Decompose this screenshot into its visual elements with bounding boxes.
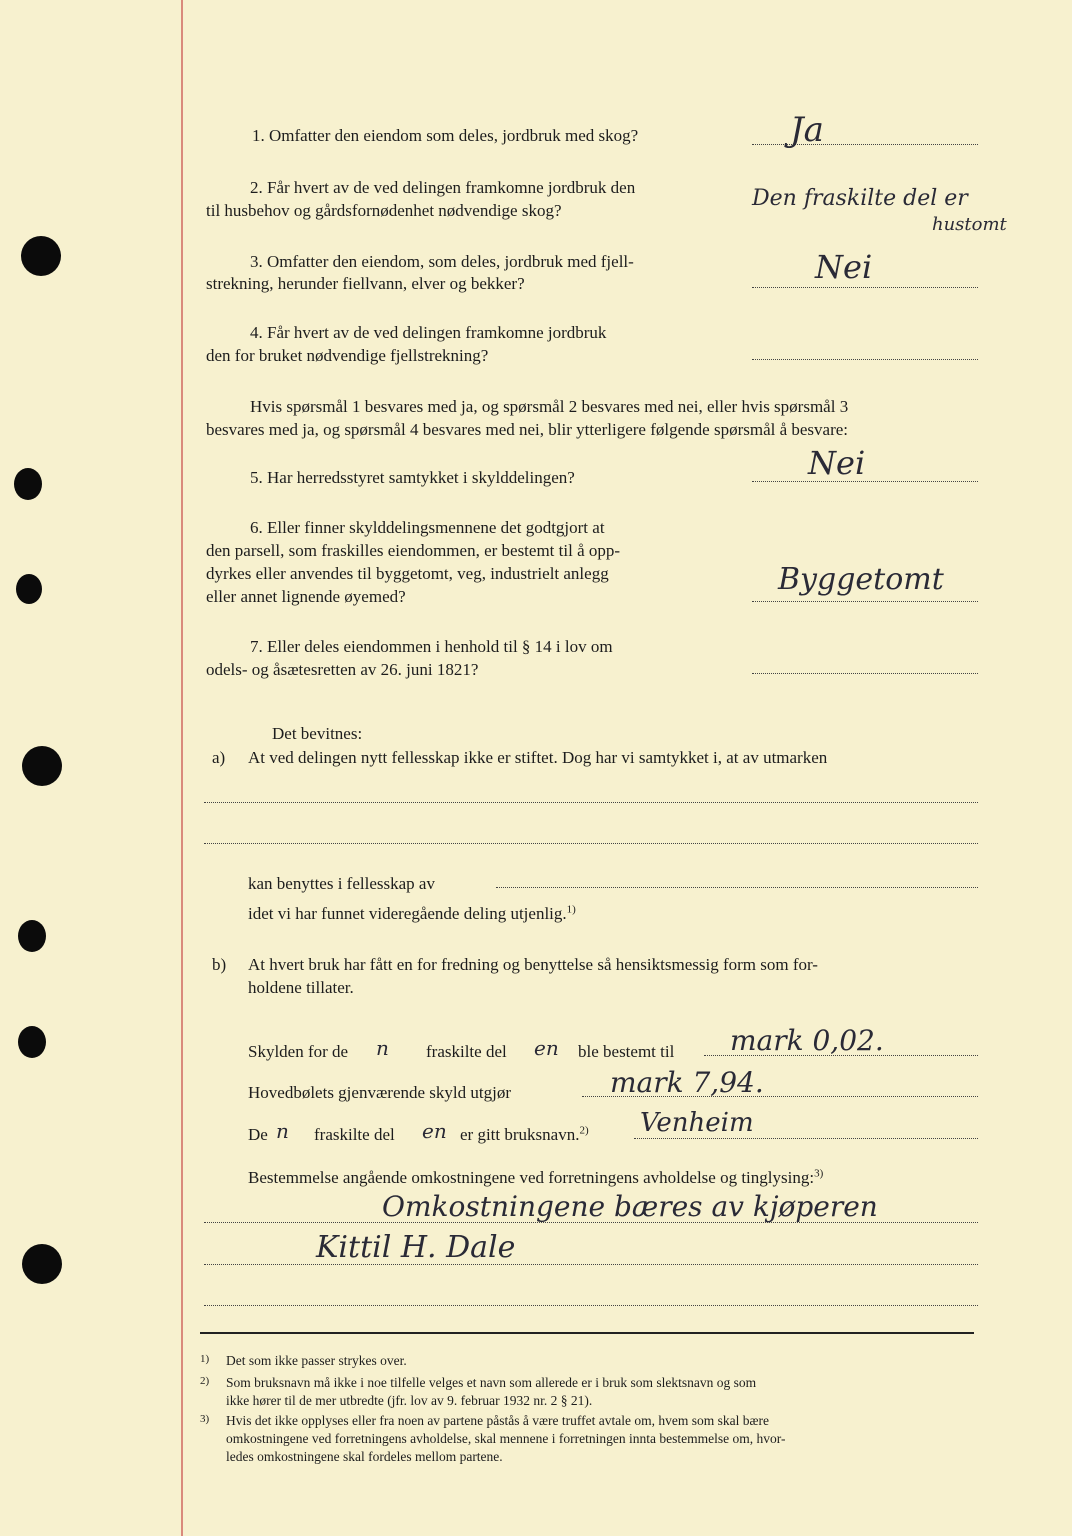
punch-hole	[21, 236, 61, 276]
attest-a-label: a)	[212, 748, 226, 767]
answer-6-line	[752, 601, 978, 602]
hoved-label: Hovedbølets gjenværende skyld utgjør	[248, 1083, 511, 1102]
question-6-line-3: dyrkes eller anvendes til byggetomt, veg, industrielt anlegg	[206, 564, 609, 583]
question-3-line-1: 3. Omfatter den eiendom, som deles, jordbruk med fjell-	[250, 252, 634, 271]
question-6-line-1: 6. Eller finner skylddelingsmennene det godtgjort at	[250, 518, 605, 537]
navn-footnote-ref: 2)	[579, 1124, 589, 1137]
reason-label: idet vi har funnet videregående deling utjenlig.	[248, 904, 567, 923]
skyld-fill-2: en	[534, 1036, 559, 1060]
footnote-1-number: 1)	[200, 1353, 210, 1365]
answer-2-line-2: hustomt	[932, 214, 1007, 235]
punch-hole	[22, 746, 62, 786]
navn-label-3	[460, 1123, 589, 1146]
punch-hole	[18, 1026, 46, 1058]
attest-b-label: b)	[212, 955, 227, 974]
margin-line	[181, 0, 183, 1536]
skyld-label-3: ble bestemt til	[578, 1042, 675, 1061]
cost-value-line-1: Omkostningene bæres av kjøperen	[382, 1190, 878, 1223]
cost-line-3	[204, 1305, 978, 1306]
navn-value: Venheim	[640, 1108, 754, 1138]
question-1: 1. Omfatter den eiendom som deles, jordbruk med skog?	[252, 126, 639, 145]
question-7-line-1: 7. Eller deles eiendommen i henhold til § 14 i lov om	[250, 637, 613, 656]
answer-1-line	[752, 144, 978, 145]
answer-3-line	[752, 287, 978, 288]
skyld-fill-1: n	[376, 1036, 389, 1060]
navn-fill-1: n	[276, 1119, 289, 1143]
punch-hole	[14, 468, 42, 500]
footnote-3-line-2: omkostningene ved forretningens avholdelse, skal mennene i forretningen innta bestemmelse om, hvor-	[226, 1431, 786, 1446]
common-use-line	[496, 887, 978, 888]
answer-6: Byggetomt	[778, 562, 944, 597]
footnote-1-line-1: Det som ikke passer strykes over.	[226, 1353, 407, 1368]
reason-footnote-ref: 1)	[566, 903, 576, 916]
common-use-label: kan benyttes i fellesskap av	[248, 874, 435, 893]
footnote-divider	[200, 1332, 974, 1334]
cost-footnote-ref: 3)	[814, 1167, 824, 1180]
question-3-line-2: strekning, herunder fiellvann, elver og bekker?	[206, 274, 525, 293]
question-6-line-2: den parsell, som fraskilles eiendommen, er bestemt til å opp-	[206, 541, 621, 560]
question-4-line-1: 4. Får hvert av de ved delingen framkomne jordbruk	[250, 323, 607, 342]
attest-b-line-1: At hvert bruk har fått en for fredning og benyttelse så hensiktsmessig form som for-	[248, 955, 818, 974]
reason-text	[248, 902, 576, 925]
question-6-line-4: eller annet lignende øyemed?	[206, 587, 406, 606]
utmark-line-2	[204, 843, 978, 844]
question-5: 5. Har herredsstyret samtykket i skylddelingen?	[250, 468, 575, 487]
instruction-line-2: besvares med ja, og spørsmål 4 besvares med nei, blir ytterligere følgende spørsmål å besvare:	[206, 420, 849, 439]
hoved-value: mark 7,94.	[610, 1066, 764, 1099]
footnote-2-number: 2)	[200, 1375, 210, 1387]
question-2-line-1: 2. Får hvert av de ved delingen framkomne jordbruk den	[250, 178, 636, 197]
skyld-label-1: Skylden for de	[248, 1042, 349, 1061]
cost-label	[248, 1166, 823, 1189]
footnote-3-number: 3)	[200, 1413, 210, 1425]
question-2-line-2: til husbehov og gårdsfornødenhet nødvendige skog?	[206, 201, 562, 220]
question-4-line-2: den for bruket nødvendige fjellstrekning?	[206, 346, 489, 365]
cost-label-text: Bestemmelse angående omkostningene ved forretningens avholdelse og tinglysing:	[248, 1168, 815, 1187]
navn-line	[634, 1138, 978, 1139]
footnote-3-line-1: Hvis det ikke opplyses eller fra noen av partene påstås å være truffet avtale om, hvem som skal bære	[226, 1413, 769, 1428]
attest-a-text: At ved delingen nytt fellesskap ikke er stiftet. Dog har vi samtykket i, at av utmarken	[248, 748, 828, 767]
skyld-value: mark 0,02.	[730, 1024, 884, 1057]
answer-5: Nei	[808, 444, 866, 482]
navn-label-2: fraskilte del	[314, 1125, 395, 1144]
answer-2-line-1: Den fraskilte del er	[752, 186, 968, 211]
utmark-line-1	[204, 802, 978, 803]
question-7-line-2: odels- og åsætesretten av 26. juni 1821?	[206, 660, 479, 679]
punch-hole	[18, 920, 46, 952]
footnote-2-line-2: ikke hører til de mer utbredte (jfr. lov av 9. februar 1932 nr. 2 § 21).	[226, 1393, 593, 1408]
answer-3: Nei	[815, 248, 873, 286]
answer-4-line	[752, 359, 978, 360]
answer-7-line	[752, 673, 978, 674]
footnote-2-line-1: Som bruksnavn må ikke i noe tilfelle velges et navn som allerede er i bruk som slektsnavn og som	[226, 1375, 757, 1390]
attest-b-line-2: holdene tillater.	[248, 978, 354, 997]
answer-1: Ja	[790, 110, 824, 150]
cost-value-line-2: Kittil H. Dale	[316, 1230, 516, 1265]
skyld-label-2: fraskilte del	[426, 1042, 507, 1061]
punch-hole	[16, 574, 42, 604]
navn-label-3-text: er gitt bruksnavn.	[460, 1125, 580, 1144]
footnote-3-line-3: ledes omkostningene skal fordeles mellom partene.	[226, 1449, 503, 1464]
attest-heading: Det bevitnes:	[272, 724, 363, 743]
punch-hole	[22, 1244, 62, 1284]
instruction-line-1: Hvis spørsmål 1 besvares med ja, og spørsmål 2 besvares med nei, eller hvis spørsmål 3	[250, 397, 849, 416]
navn-label-1: De	[248, 1125, 268, 1144]
navn-fill-2: en	[422, 1119, 447, 1143]
